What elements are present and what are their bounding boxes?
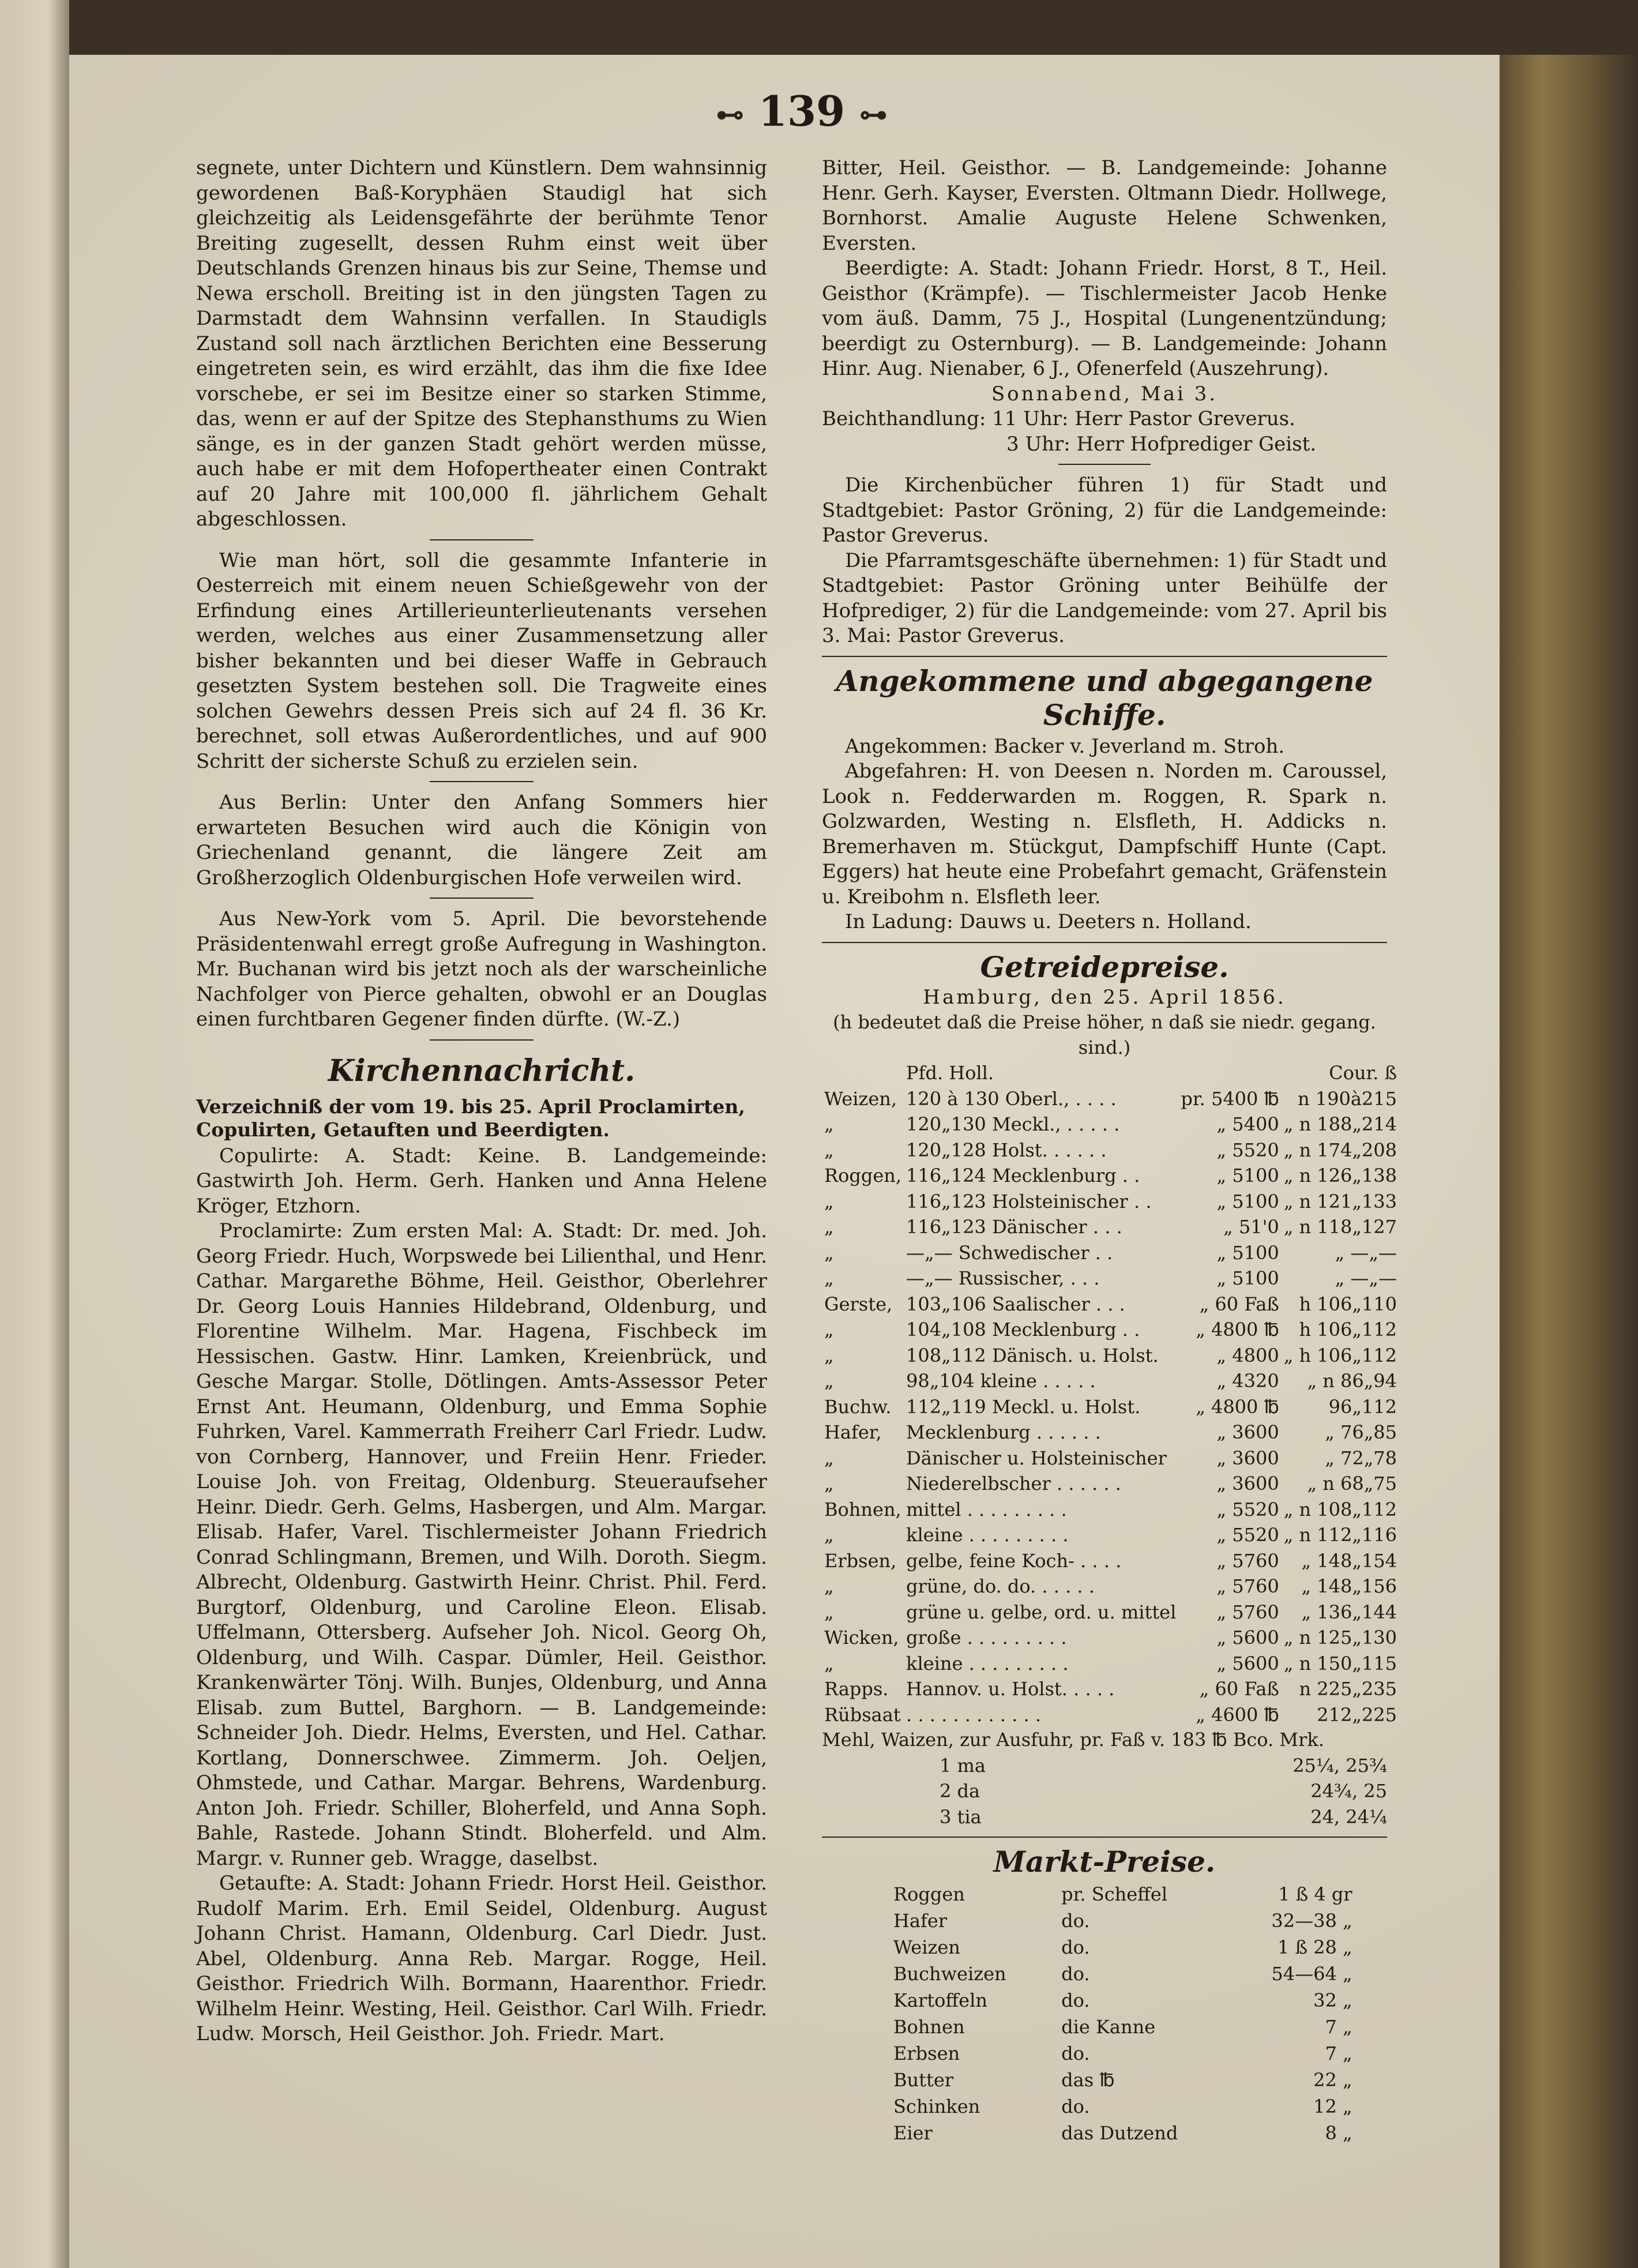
table-cell: „ xyxy=(824,1319,834,1340)
table-cell: „ 5520 xyxy=(1216,1498,1279,1520)
table-cell: 3 tia xyxy=(940,1805,982,1828)
table-cell: „ xyxy=(824,1344,834,1366)
table-cell: grüne u. gelbe, ord. u. mittel xyxy=(906,1601,1177,1623)
table-cell: „ n 126„138 xyxy=(1283,1165,1397,1186)
grain-row xyxy=(822,1343,1399,1369)
table-cell: 116„124 Mecklenburg . . xyxy=(906,1165,1140,1186)
grain-row xyxy=(822,1240,1399,1266)
table-cell: 32 „ xyxy=(1313,1989,1353,2011)
separator xyxy=(822,1837,1387,1838)
table-cell: „ n 121„133 xyxy=(1283,1190,1397,1212)
table-cell: 2 da xyxy=(940,1780,980,1802)
table-cell: Eier xyxy=(893,2122,933,2144)
table-cell: do. xyxy=(1061,1989,1090,2011)
grain-prices-title: Getreidepreise. xyxy=(980,949,1229,984)
church-news-title: Kirchennachricht. xyxy=(328,1053,636,1088)
separator xyxy=(430,539,534,540)
ships-title: Angekommene und abgegangene Schiffe. xyxy=(836,663,1373,732)
table-cell: „ xyxy=(824,1575,834,1597)
table-cell: 112„119 Meckl. u. Holst. xyxy=(906,1395,1141,1418)
table-cell: „ 60 Faß xyxy=(1199,1293,1279,1315)
table-cell: h 106„110 xyxy=(1299,1293,1397,1315)
church-news-subtitle: Verzeichniß der vom 19. bis 25. April Proclamirten, Copulirten, Getauften und Beerdigten. xyxy=(196,1095,745,1141)
table-cell: „ 5400 xyxy=(1216,1113,1279,1135)
table-cell: „ 72„78 xyxy=(1325,1447,1397,1469)
separator xyxy=(822,942,1387,943)
mehl-row xyxy=(937,1778,1389,1804)
table-cell: Buchweizen xyxy=(893,1963,1006,1985)
grain-row xyxy=(822,1702,1399,1728)
table-cell: „ 5760 xyxy=(1216,1575,1279,1597)
table-cell: „ —„— xyxy=(1335,1267,1397,1289)
separator xyxy=(430,1039,534,1041)
table-cell: 1 ma xyxy=(940,1754,986,1777)
table-cell: „ 51'0 xyxy=(1223,1216,1279,1238)
table-cell: mittel . . . . . . . . . xyxy=(906,1498,1067,1520)
kirchenbuecher-notice: Die Kirchenbücher führen 1) für Stadt und Stadtgebiet: Pastor Gröning, 2) für die Landgemeinde: Pastor Greverus. xyxy=(822,474,1387,547)
table-cell: . . . . . . . . . . . . xyxy=(906,1703,1041,1726)
table-cell: —„— Russischer, . . . xyxy=(906,1267,1100,1289)
getaufte-continued: Bitter, Heil. Geisthor. — B. Landgemeinde: Johanne Henr. Gerh. Kayser, Eversten. Oltmann Diedr. Hollwege, Bornhorst. Amalie Auguste Helene Schwenken, Eversten. xyxy=(822,156,1387,255)
article-berlin: Aus Berlin: Unter den Anfang Sommers hier erwarteten Besuchen wird auch die Königin von Griechenland genannt, die längere Zeit am Großherzoglich Oldenburgischen Hofe verweilen wird. xyxy=(196,791,767,889)
table-cell: Butter xyxy=(893,2069,954,2091)
table-cell: große . . . . . . . . . xyxy=(906,1627,1067,1649)
left-column xyxy=(196,156,767,2047)
table-cell: pr. 5400 ℔ xyxy=(1181,1087,1279,1110)
table-cell: Roggen, xyxy=(824,1165,902,1186)
grain-row xyxy=(822,1137,1399,1163)
market-row xyxy=(891,1961,1355,1987)
table-cell: 24¾, 25 xyxy=(1310,1780,1387,1802)
table-cell: Erbsen, xyxy=(824,1549,897,1572)
grain-table-header xyxy=(822,1060,1399,1086)
table-cell: „ n 150„115 xyxy=(1283,1652,1397,1674)
ornament-left-icon: ⊷ xyxy=(716,99,744,131)
table-cell: „ n 174„208 xyxy=(1283,1139,1397,1161)
separator xyxy=(430,781,534,782)
table-cell: 103„106 Saalischer . . . xyxy=(906,1293,1125,1315)
table-cell: „ 5100 xyxy=(1216,1165,1279,1186)
market-row xyxy=(891,2120,1355,2146)
table-cell: Schinken xyxy=(893,2096,980,2117)
market-row xyxy=(891,1987,1355,2014)
grain-price-table xyxy=(822,1060,1399,1728)
table-cell: Hafer xyxy=(893,1910,948,1932)
right-column xyxy=(822,156,1397,2146)
table-cell: „ 5760 xyxy=(1216,1549,1279,1572)
table-cell: 8 „ xyxy=(1325,2122,1353,2144)
mehl-row xyxy=(937,1804,1389,1830)
table-cell: „ xyxy=(824,1139,834,1161)
grain-row xyxy=(822,1574,1399,1599)
table-cell: do. xyxy=(1061,1963,1090,1985)
table-cell: „ n 108„112 xyxy=(1283,1498,1397,1520)
grain-row xyxy=(822,1625,1399,1651)
table-cell: 25¼, 25¾ xyxy=(1293,1754,1387,1777)
table-cell: kleine . . . . . . . . . xyxy=(906,1652,1069,1674)
table-cell: Bohnen, xyxy=(824,1498,901,1520)
table-cell: 24, 24¼ xyxy=(1310,1805,1387,1828)
grain-prices-note: (h bedeutet daß die Preise höher, n daß sie niedr. gegang. sind.) xyxy=(833,1011,1376,1058)
left-page-edge xyxy=(0,0,69,2268)
market-row xyxy=(891,2093,1355,2120)
market-row xyxy=(891,2014,1355,2040)
table-cell: 120„128 Holst. . . . . . xyxy=(906,1139,1107,1161)
beichthandlung-line-1: Beichthandlung: 11 Uhr: Herr Pastor Greverus. xyxy=(822,407,1295,430)
copulirte-section: Copulirte: A. Stadt: Keine. B. Landgemeinde: Gastwirth Joh. Herm. Gerh. Hanken und Anna Helene Kröger, Etzhorn. xyxy=(196,1144,767,1218)
table-cell: „ 5100 xyxy=(1216,1267,1279,1289)
table-cell: Weizen, xyxy=(824,1087,897,1110)
grain-row xyxy=(822,1445,1399,1471)
grain-row xyxy=(822,1497,1399,1523)
table-cell: Buchw. xyxy=(824,1395,892,1418)
table-cell: Niederelbscher . . . . . . xyxy=(906,1473,1121,1495)
table-cell: 98„104 kleine . . . . . xyxy=(906,1370,1096,1392)
market-price-table xyxy=(891,1881,1355,2146)
grain-row xyxy=(822,1112,1399,1137)
table-cell: 120„130 Meckl., . . . . . xyxy=(906,1113,1120,1135)
market-row xyxy=(891,2040,1355,2067)
table-cell: Weizen xyxy=(893,1936,960,1958)
grain-row xyxy=(822,1214,1399,1240)
article-new-york: Aus New-York vom 5. April. Die bevorstehende Präsidentenwahl erregt große Aufregung in Washington. Mr. Buchanan wird bis jetzt noch als der warscheinliche Nachfolger von Pierce gehalten, obwohl er an Douglas einen furchtbaren Gegener finden dürfte. (W.-Z.) xyxy=(196,907,767,1031)
table-cell: „ 4600 ℔ xyxy=(1196,1703,1279,1726)
table-cell: 120 à 130 Oberl., . . . . xyxy=(906,1087,1117,1110)
table-cell: „ 76„85 xyxy=(1325,1421,1397,1443)
table-cell: 32—38 „ xyxy=(1271,1910,1353,1932)
table-cell: pr. Scheffel xyxy=(1061,1883,1168,1905)
table-cell: 12 „ xyxy=(1313,2096,1353,2117)
getaufte-section: Getaufte: A. Stadt: Johann Friedr. Horst Heil. Geisthor. Rudolf Marim. Erh. Emil Seidel, Oldenburg. August Johann Christ. Hamann, Oldenburg. Carl Diedr. Just. Abel, Oldenburg. Anna Reb. Margar. Rogge, Heil. Geisthor. Friedrich Wilh. Bormann, Haarenthor. Friedr. Wilhelm Heinr. Westing, Heil. Geisthor. Carl Wilh. Friedr. Ludw. Morsch, Heil Geisthor. Joh. Friedr. Mart. xyxy=(196,1872,767,2045)
ships-departed: Abgefahren: H. von Deesen n. Norden m. Caroussel, Look n. Fedderwarden m. Roggen, R. Spark n. Golzwarden, Westing n. Elsfleth, H. Addicks n. Bremerhaven m. Stückgut, Dampfschiff Hunte (Capt. Eggers) hat heute eine Probefahrt gemacht, Gräfenstein u. Kreibohm n. Elsfleth leer. xyxy=(822,760,1387,908)
table-cell: Erbsen xyxy=(893,2042,960,2064)
table-cell: „ 5520 xyxy=(1216,1139,1279,1161)
ornament-right-icon: ⊶ xyxy=(859,99,888,131)
market-row xyxy=(891,1881,1355,1907)
table-cell: „ 4800 ℔ xyxy=(1196,1395,1279,1418)
table-cell: „ 3600 xyxy=(1216,1447,1279,1469)
table-cell: „ xyxy=(824,1370,834,1392)
proclamirte-section: Proclamirte: Zum ersten Mal: A. Stadt: Dr. med. Joh. Georg Friedr. Huch, Worpswede bei Lilienthal, und Henr. Cathar. Margarethe Böhme, Heil. Geisthor, Oberlehrer Dr. Georg Louis Hannies Hildebrand, Oldenburg, und Florentine Wilhelm. Mar. Hagena, Fischbeck im Hessischen. Gastw. Hinr. Lamken, Kreienbrück, und Gesche Margar. Stolle, Dötlingen. Amts-Assessor Peter Ernst Ant. Heumann, Oldenburg, und Emma Sophie Fuhrken, Varel. Kammerrath Freiherr Carl Friedr. Ludw. von Cornberg, Hannover, und Freiin Henr. Frieder. Louise Joh. von Freitag, Oldenburg. Steueraufseher Heinr. Diedr. Gerh. Gelms, Hasbergen, und Alm. Margar. Elisab. Hafer, Varel. Tischlermeister Johann Friedrich Conrad Schlingmann, Bremen, und Wilh. Doroth. Siegm. Albrecht, Oldenburg. Gastwirth Heinr. Christ. Phil. Ferd. Burgtorf, Oldenburg, und Caroline Eleon. Elisab. Uffelmann, Ottersberg. Aufseher Joh. Nicol. Georg Oh, Oldenburg, und Wilh. Caspar. Dümler, Heil. Geisthor. Krankenwärter Tönj. Wilh. Bunjes, Oldenburg, und Anna Elisab. zum Buttel, Barghorn. — B. Landgemeinde: Schneider Joh. Diedr. Helms, Eversten, und Hel. Cathar. Kortlang, Donnerschwee. Zimmerm. Joh. Oeljen, Ohmstede, und Cathar. Margar. Behrens, Wardenburg. Anton Joh. Friedr. Schiller, Bloherfeld, und Anna Soph. Bahle, Rastede. Johann Stindt. Bloherfeld. und Alm. Margr. v. Runner geb. Wragge, daselbst. xyxy=(196,1219,767,1870)
grain-row xyxy=(822,1471,1399,1497)
table-cell: „ 4800 xyxy=(1216,1344,1279,1366)
table-cell: „ n 188„214 xyxy=(1283,1113,1397,1135)
grain-row xyxy=(822,1420,1399,1445)
market-row xyxy=(891,1907,1355,1934)
table-cell: Rapps. xyxy=(824,1678,889,1700)
table-cell: grüne, do. do. . . . . . xyxy=(906,1575,1095,1597)
grain-row xyxy=(822,1266,1399,1291)
grain-row xyxy=(822,1394,1399,1420)
table-cell: „ —„— xyxy=(1335,1241,1397,1264)
grain-row xyxy=(822,1676,1399,1702)
grain-prices-place: Hamburg, den 25. April 1856. xyxy=(923,985,1286,1009)
table-cell: Rübsaat xyxy=(824,1703,901,1726)
ships-loading: In Ladung: Dauws u. Deeters n. Holland. xyxy=(845,910,1252,933)
table-cell: 1 ß 28 „ xyxy=(1278,1936,1353,1958)
table-cell: h 106„112 xyxy=(1299,1319,1397,1340)
table-cell: n 225„235 xyxy=(1299,1678,1397,1700)
mehl-line: Mehl, Waizen, zur Ausfuhr, pr. Faß v. 183 ℔ Bco. Mrk. xyxy=(822,1729,1324,1751)
table-cell: Wicken, xyxy=(824,1627,899,1649)
table-cell: 7 „ xyxy=(1325,2042,1353,2064)
table-cell: „ xyxy=(824,1473,834,1495)
table-cell: „ n 125„130 xyxy=(1283,1627,1397,1649)
table-cell: Hafer, xyxy=(824,1421,882,1443)
table-cell: 104„108 Mecklenburg . . xyxy=(906,1319,1140,1340)
grain-row xyxy=(822,1189,1399,1215)
table-cell: do. xyxy=(1061,2096,1090,2117)
table-cell: die Kanne xyxy=(1061,2016,1156,2038)
table-cell: 116„123 Holsteinischer . . xyxy=(906,1190,1152,1212)
table-cell: 54—64 „ xyxy=(1271,1963,1353,1985)
grain-row xyxy=(822,1368,1399,1394)
table-cell: „ h 106„112 xyxy=(1283,1344,1397,1366)
header-cell: Pfd. Holl. xyxy=(906,1062,994,1084)
separator xyxy=(1058,464,1151,465)
grain-row xyxy=(822,1548,1399,1574)
page-header xyxy=(704,87,900,136)
table-cell: „ xyxy=(824,1652,834,1674)
table-cell: n 190à215 xyxy=(1297,1087,1397,1110)
ships-arrived: Angekommen: Backer v. Jeverland m. Stroh. xyxy=(845,734,1285,758)
grain-row xyxy=(822,1163,1399,1189)
mehl-table xyxy=(937,1753,1389,1830)
table-cell: „ 4800 ℔ xyxy=(1196,1319,1279,1340)
beerdigte-section: Beerdigte: A. Stadt: Johann Friedr. Horst, 8 T., Heil. Geisthor (Krämpfe). — Tischlermeister Jacob Henke vom äuß. Damm, 75 J., Hospital (Lungenentzündung; beerdigt zu Osternburg). — B. Landgemeinde: Johann Hinr. Aug. Nienaber, 6 J., Ofenerfeld (Auszehrung). xyxy=(822,257,1387,380)
table-cell: „ 5600 xyxy=(1216,1652,1279,1674)
table-cell: „ 5760 xyxy=(1216,1601,1279,1623)
table-cell: —„— Schwedischer . . xyxy=(906,1241,1113,1264)
table-cell: „ 3600 xyxy=(1216,1421,1279,1443)
separator xyxy=(822,656,1387,657)
table-cell: Bohnen xyxy=(893,2016,965,2038)
table-cell: 116„123 Dänischer . . . xyxy=(906,1216,1122,1238)
table-cell: „ xyxy=(824,1524,834,1546)
grain-row xyxy=(822,1522,1399,1548)
table-cell: Dänischer u. Holsteinischer xyxy=(906,1447,1167,1469)
table-cell: „ 5600 xyxy=(1216,1627,1279,1649)
table-cell: „ n 68„75 xyxy=(1307,1473,1397,1495)
separator xyxy=(430,898,534,899)
table-cell: 7 „ xyxy=(1325,2016,1353,2038)
beichthandlung-line-2: 3 Uhr: Herr Hofprediger Geist. xyxy=(1006,432,1317,456)
pfarramt-notice: Die Pfarramtsgeschäfte übernehmen: 1) für Stadt und Stadtgebiet: Pastor Gröning unter Beihülfe der Hofprediger, 2) für die Landgemeinde: vom 27. April bis 3. Mai: Pastor Greverus. xyxy=(822,549,1387,647)
sonnabend-date: Sonnabend, Mai 3. xyxy=(991,382,1218,405)
grain-row xyxy=(822,1651,1399,1677)
market-prices-title: Markt-Preise. xyxy=(993,1845,1216,1879)
mehl-row xyxy=(937,1753,1389,1779)
table-cell: 22 „ xyxy=(1313,2069,1353,2091)
market-row xyxy=(891,2067,1355,2093)
table-cell: Mecklenburg . . . . . . xyxy=(906,1421,1101,1443)
header-cell xyxy=(822,1060,904,1086)
table-cell: Gerste, xyxy=(824,1293,893,1315)
market-row xyxy=(891,1934,1355,1961)
table-cell: das Dutzend xyxy=(1061,2122,1178,2144)
table-cell: gelbe, feine Koch- . . . . xyxy=(906,1549,1122,1572)
table-cell: „ xyxy=(824,1601,834,1623)
table-cell: „ 148„154 xyxy=(1301,1549,1397,1572)
table-cell: „ n 86„94 xyxy=(1307,1370,1397,1392)
table-cell: „ 5520 xyxy=(1216,1524,1279,1546)
table-cell: „ n 118„127 xyxy=(1283,1216,1397,1238)
table-cell: 1 ß 4 gr xyxy=(1278,1883,1353,1905)
table-cell: „ 5100 xyxy=(1216,1190,1279,1212)
table-cell: „ 4320 xyxy=(1216,1370,1279,1392)
table-cell: „ xyxy=(824,1241,834,1264)
header-cell xyxy=(1178,1060,1281,1086)
table-cell: „ 5100 xyxy=(1216,1241,1279,1264)
table-cell: „ xyxy=(824,1447,834,1469)
table-cell: 96„112 xyxy=(1328,1395,1397,1418)
grain-row xyxy=(822,1291,1399,1317)
table-cell: 212„225 xyxy=(1317,1703,1397,1726)
table-cell: „ 60 Faß xyxy=(1199,1678,1279,1700)
grain-row xyxy=(822,1599,1399,1625)
table-cell: „ n 112„116 xyxy=(1283,1524,1397,1546)
table-cell: do. xyxy=(1061,2042,1090,2064)
table-cell: „ 148„156 xyxy=(1301,1575,1397,1597)
page-number: 139 xyxy=(758,87,846,136)
table-cell: Kartoffeln xyxy=(893,1989,987,2011)
table-cell: „ xyxy=(824,1113,834,1135)
article-infanterie: Wie man hört, soll die gesammte Infanterie in Oesterreich mit einem neuen Schießgewehr von der Erfindung eines Artillerieunterlieutenants versehen werden, welches aus einer Zusammensetzung aller bisher bekannten und bei dieser Waffe in Gebrauch gesetzten System bestehen soll. Die Tragweite eines solchen Gewehrs dessen Preis sich auf 24 fl. 36 Kr. berechnet, soll etwas Außerordentliches, und auf 900 Schritt der sicherste Schuß zu erzielen sein. xyxy=(196,549,767,773)
table-cell: „ xyxy=(824,1267,834,1289)
table-cell: „ 3600 xyxy=(1216,1473,1279,1495)
table-cell: Hannov. u. Holst. . . . . xyxy=(906,1678,1115,1700)
table-cell: „ xyxy=(824,1190,834,1212)
table-cell: 108„112 Dänisch. u. Holst. xyxy=(906,1344,1159,1366)
article-staudigl: segnete, unter Dichtern und Künstlern. Dem wahnsinnig gewordenen Baß-Koryphäen Staudigl hat sich gleichzeitig als Leidensgefährte der berühmte Tenor Breiting zugesellt, dessen Ruhm einst weit über Deutschlands Grenzen hinaus bis zur Seine, Themse und Newa erscholl. Breiting ist in den jüngsten Tagen zu Darmstadt dem Wahnsinn verfallen. In Staudigls Zustand soll nach ärztlichen Berichten eine Besserung eingetreten sein, es wird erzählt, das ihm die fixe Idee vorschebe, er sei im Besitze einer so starken Stimme, das, wenn er auf der Spitze des Stephansthums zu Wien sänge, es in der ganzen Stadt gehört werden müsse, auch habe er mit dem Hofopertheater einen Contrakt auf 20 Jahre mit 100,000 fl. jährlichem Gehalt abgeschlossen. xyxy=(196,156,767,531)
table-cell: do. xyxy=(1061,1936,1090,1958)
table-cell: „ 136„144 xyxy=(1301,1601,1397,1623)
table-cell: do. xyxy=(1061,1910,1090,1932)
book-binding xyxy=(1500,55,1638,2268)
table-cell: das ℔ xyxy=(1061,2069,1115,2091)
table-cell: kleine . . . . . . . . . xyxy=(906,1524,1069,1546)
header-cell: Cour. ß xyxy=(1329,1062,1397,1084)
table-cell: Roggen xyxy=(893,1883,965,1905)
grain-row xyxy=(822,1086,1399,1112)
grain-row xyxy=(822,1317,1399,1343)
table-cell: „ xyxy=(824,1216,834,1238)
